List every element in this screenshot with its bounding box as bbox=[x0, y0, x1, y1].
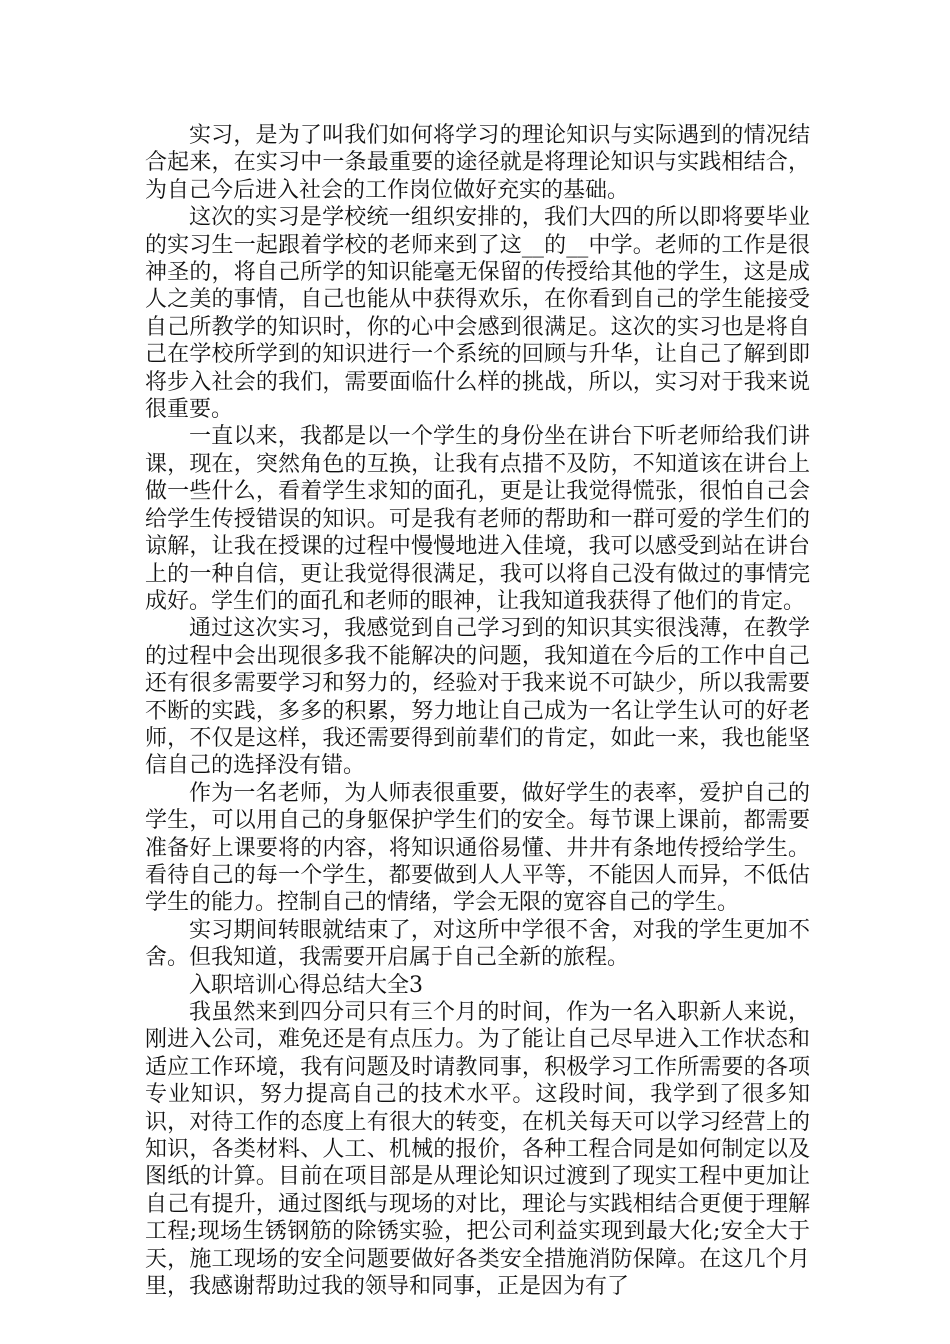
paragraph-internship-end: 实习期间转眼就结束了，对这所中学很不舍，对我的学生更加不舍。但我知道，我需要开启属于自己全新的旅程。 bbox=[145, 917, 810, 971]
paragraph-role-change: 一直以来，我都是以一个学生的身份坐在讲台下听老师给我们讲课，现在，突然角色的互换，让我有点措不及防，不知道该在讲台上做一些什么，看着学生求知的面孔，更是让我觉得慌张，很怕自己会给学生传授错误的知识。可是我有老师的帮助和一群可爱的学生们的谅解，让我在授课的过程中慢慢地进入佳境，我可以感受到站在讲台上的一种自信，更让我觉得很满足，我可以将自己没有做过的事情完成好。学生们的面孔和老师的眼神，让我知道我获得了他们的肯定。 bbox=[145, 424, 810, 614]
paragraph-internship-intro: 实习，是为了叫我们如何将学习的理论知识与实际遇到的情况结合起来，在实习中一条最重要的途径就是将理论知识与实践相结合，为自己今后进入社会的工作岗位做好充实的基础。 bbox=[145, 123, 810, 203]
document-body bbox=[145, 122, 810, 1300]
section-heading: 入职培训心得总结大全3 bbox=[189, 972, 423, 998]
paragraph-onboarding: 我虽然来到四分司只有三个月的时间，作为一名入职新人来说，刚进入公司，难免还是有点压力。为了能让自己尽早进入工作状态和适应工作环境，我有问题及时请教同事，积极学习工作所需要的各项专业知识，努力提高自己的技术水平。这段时间，我学到了很多知识，对待工作的态度上有很大的转变，在机关每天可以学习经营上的知识，各类材料、人工、机械的报价，各种工程合同是如何制定以及图纸的计算。目前在项目部是从理论知识过渡到了现实工程中更加让自己有提升，通过图纸与现场的对比，理论与实践相结合更便于理解工程;现场生锈钢筋的除锈实验，把公司利益实现到最大化;安全大于天，施工现场的安全问题要做好各类安全措施消防保障。在这几个月里，我感谢帮助过我的领导和同事，正是因为有了 bbox=[145, 1000, 810, 1300]
paragraph-teacher-role: 作为一名老师，为人师表很重要，做好学生的表率，爱护自己的学生，可以用自己的身躯保护学生们的安全。每节课上课前，都需要准备好上课要将的内容，将知识通俗易懂、井井有条地传授给学生。看待自己的每一个学生，都要做到人人平等，不能因人而异，不低估学生的能力。控制自己的情绪，学会无限的宽容自己的学生。 bbox=[145, 780, 810, 916]
paragraph-internship-arrangement: 这次的实习是学校统一组织安排的，我们大四的所以即将要毕业的实习生一起跟着学校的老师来到了这__的__中学。老师的工作是很神圣的，将自己所学的知识能毫无保留的传授给其他的学生，这是成人之美的事情，自己也能从中获得欢乐，在你看到自己的学生能接受自己所教学的知识时，你的心中会感到很满足。这次的实习也是将自己在学校所学到的知识进行一个系统的回顾与升华，让自己了解到即将步入社会的我们，需要面临什么样的挑战，所以，实习对于我来说很重要。 bbox=[145, 205, 810, 423]
paragraph-learning-reflection: 通过这次实习，我感觉到自己学习到的知识其实很浅薄，在教学的过程中会出现很多我不能解决的问题，我知道在今后的工作中自己还有很多需要学习和努力的，经验对于我来说不可缺少，所以我需要不断的实践，多多的积累，努力地让自己成为一名让学生认可的好老师，不仅是这样，我还需要得到前辈们的肯定，如此一来，我也能坚信自己的选择没有错。 bbox=[145, 616, 810, 779]
